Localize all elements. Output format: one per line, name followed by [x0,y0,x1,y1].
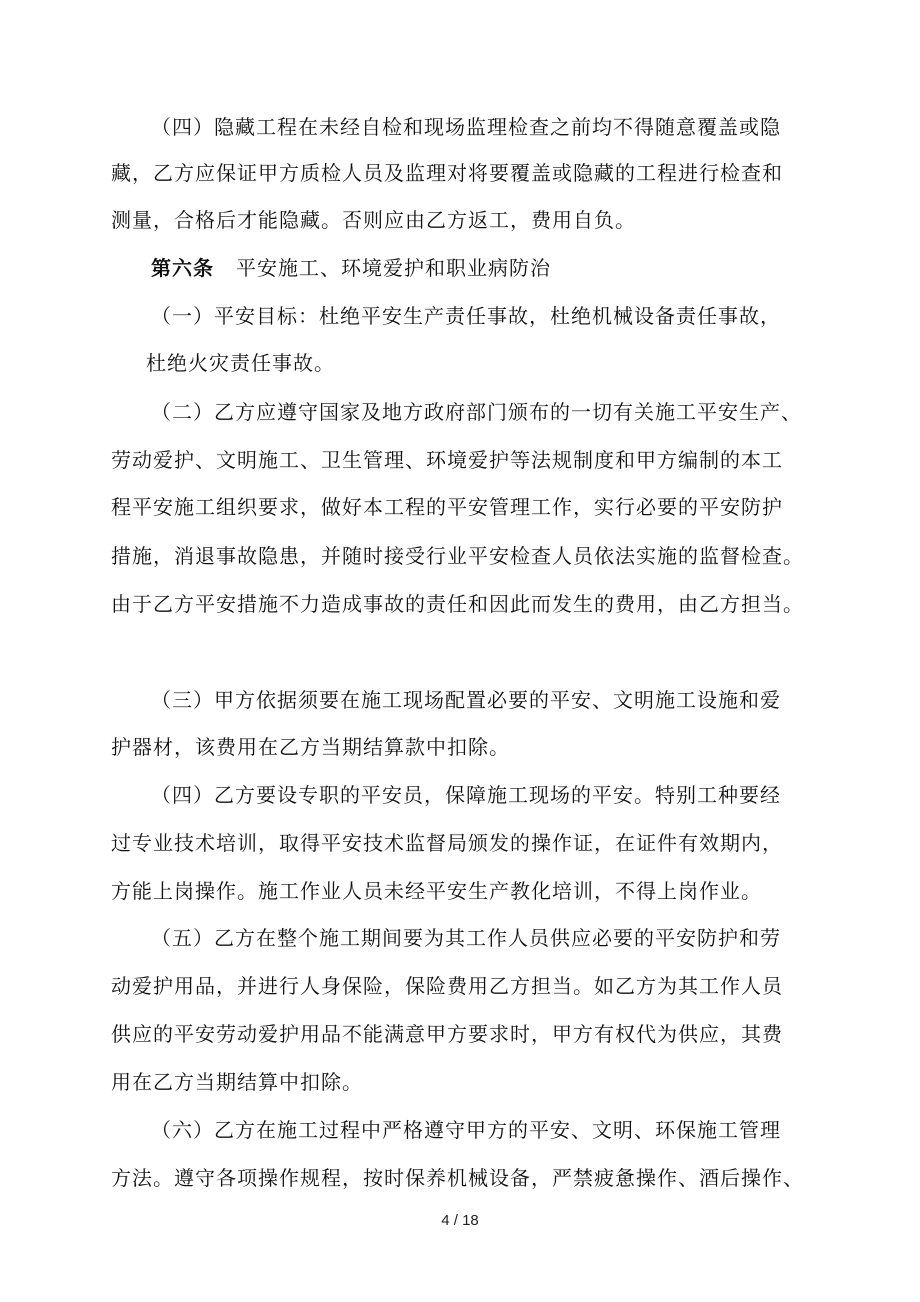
article-heading [151,254,551,282]
paragraph-line: （二）乙方应遵守国家及地方政府部门颁布的一切有关施工平安生产、 [151,400,802,424]
paragraph-line: 杜绝火灾责任事故。 [146,351,335,375]
paragraph-line: （四）乙方要设专职的平安员，保障施工现场的平安。特别工种要经 [151,783,781,807]
paragraph-line: 护器材，该费用在乙方当期结算款中扣除。 [111,735,510,759]
paragraph-line: 用在乙方当期结算中扣除。 [111,1070,363,1094]
paragraph-line: 劳动爱护、文明施工、卫生管理、环境爱护等法规制度和甲方编制的本工 [111,448,783,472]
page-number: 4 / 18 [441,1212,479,1229]
article-number: 第六条 [151,256,214,280]
paragraph-line: 供应的平安劳动爱护用品不能满意甲方要求时，甲方有权代为供应，其费 [111,1022,783,1046]
paragraph-line: （三）甲方依据须要在施工现场配置必要的平安、文明施工设施和爱 [151,688,781,712]
paragraph-line: 藏，乙方应保证甲方质检人员及监理对将要覆盖或隐藏的工程进行检查和 [111,161,783,185]
paragraph-line: 过专业技术培训，取得平安技术监督局颁发的操作证，在证件有效期内， [111,831,783,855]
article-title: 平安施工、环境爱护和职业病防治 [236,256,551,280]
paragraph-line: 由于乙方平安措施不力造成事故的责任和因此而发生的费用，由乙方担当。 [111,592,804,616]
paragraph-line: 测量，合格后才能隐藏。否则应由乙方返工，费用自负。 [111,208,636,232]
paragraph-line: （五）乙方在整个施工期间要为其工作人员供应必要的平安防护和劳 [151,926,781,950]
paragraph-line: 措施，消退事故隐患，并随时接受行业平安检查人员依法实施的监督检查。 [111,544,804,568]
paragraph-line: （六）乙方在施工过程中严格遵守甲方的平安、文明、环保施工管理 [151,1118,781,1142]
paragraph-line: 动爱护用品，并进行人身保险，保险费用乙方担当。如乙方为其工作人员 [111,974,783,998]
paragraph-line: 程平安施工组织要求，做好本工程的平安管理工作，实行必要的平安防护 [111,495,783,519]
paragraph-line: 方能上岗操作。施工作业人员未经平安生产教化培训，不得上岗作业。 [111,879,762,903]
paragraph-line: （四）隐藏工程在未经自检和现场监理检查之前均不得随意覆盖或隐 [151,115,781,139]
paragraph-line: （一）平安目标：杜绝平安生产责任事故，杜绝机械设备责任事故， [151,304,781,328]
paragraph-line: 方法。遵守各项操作规程，按时保养机械设备，严禁疲惫操作、酒后操作、 [111,1166,804,1190]
